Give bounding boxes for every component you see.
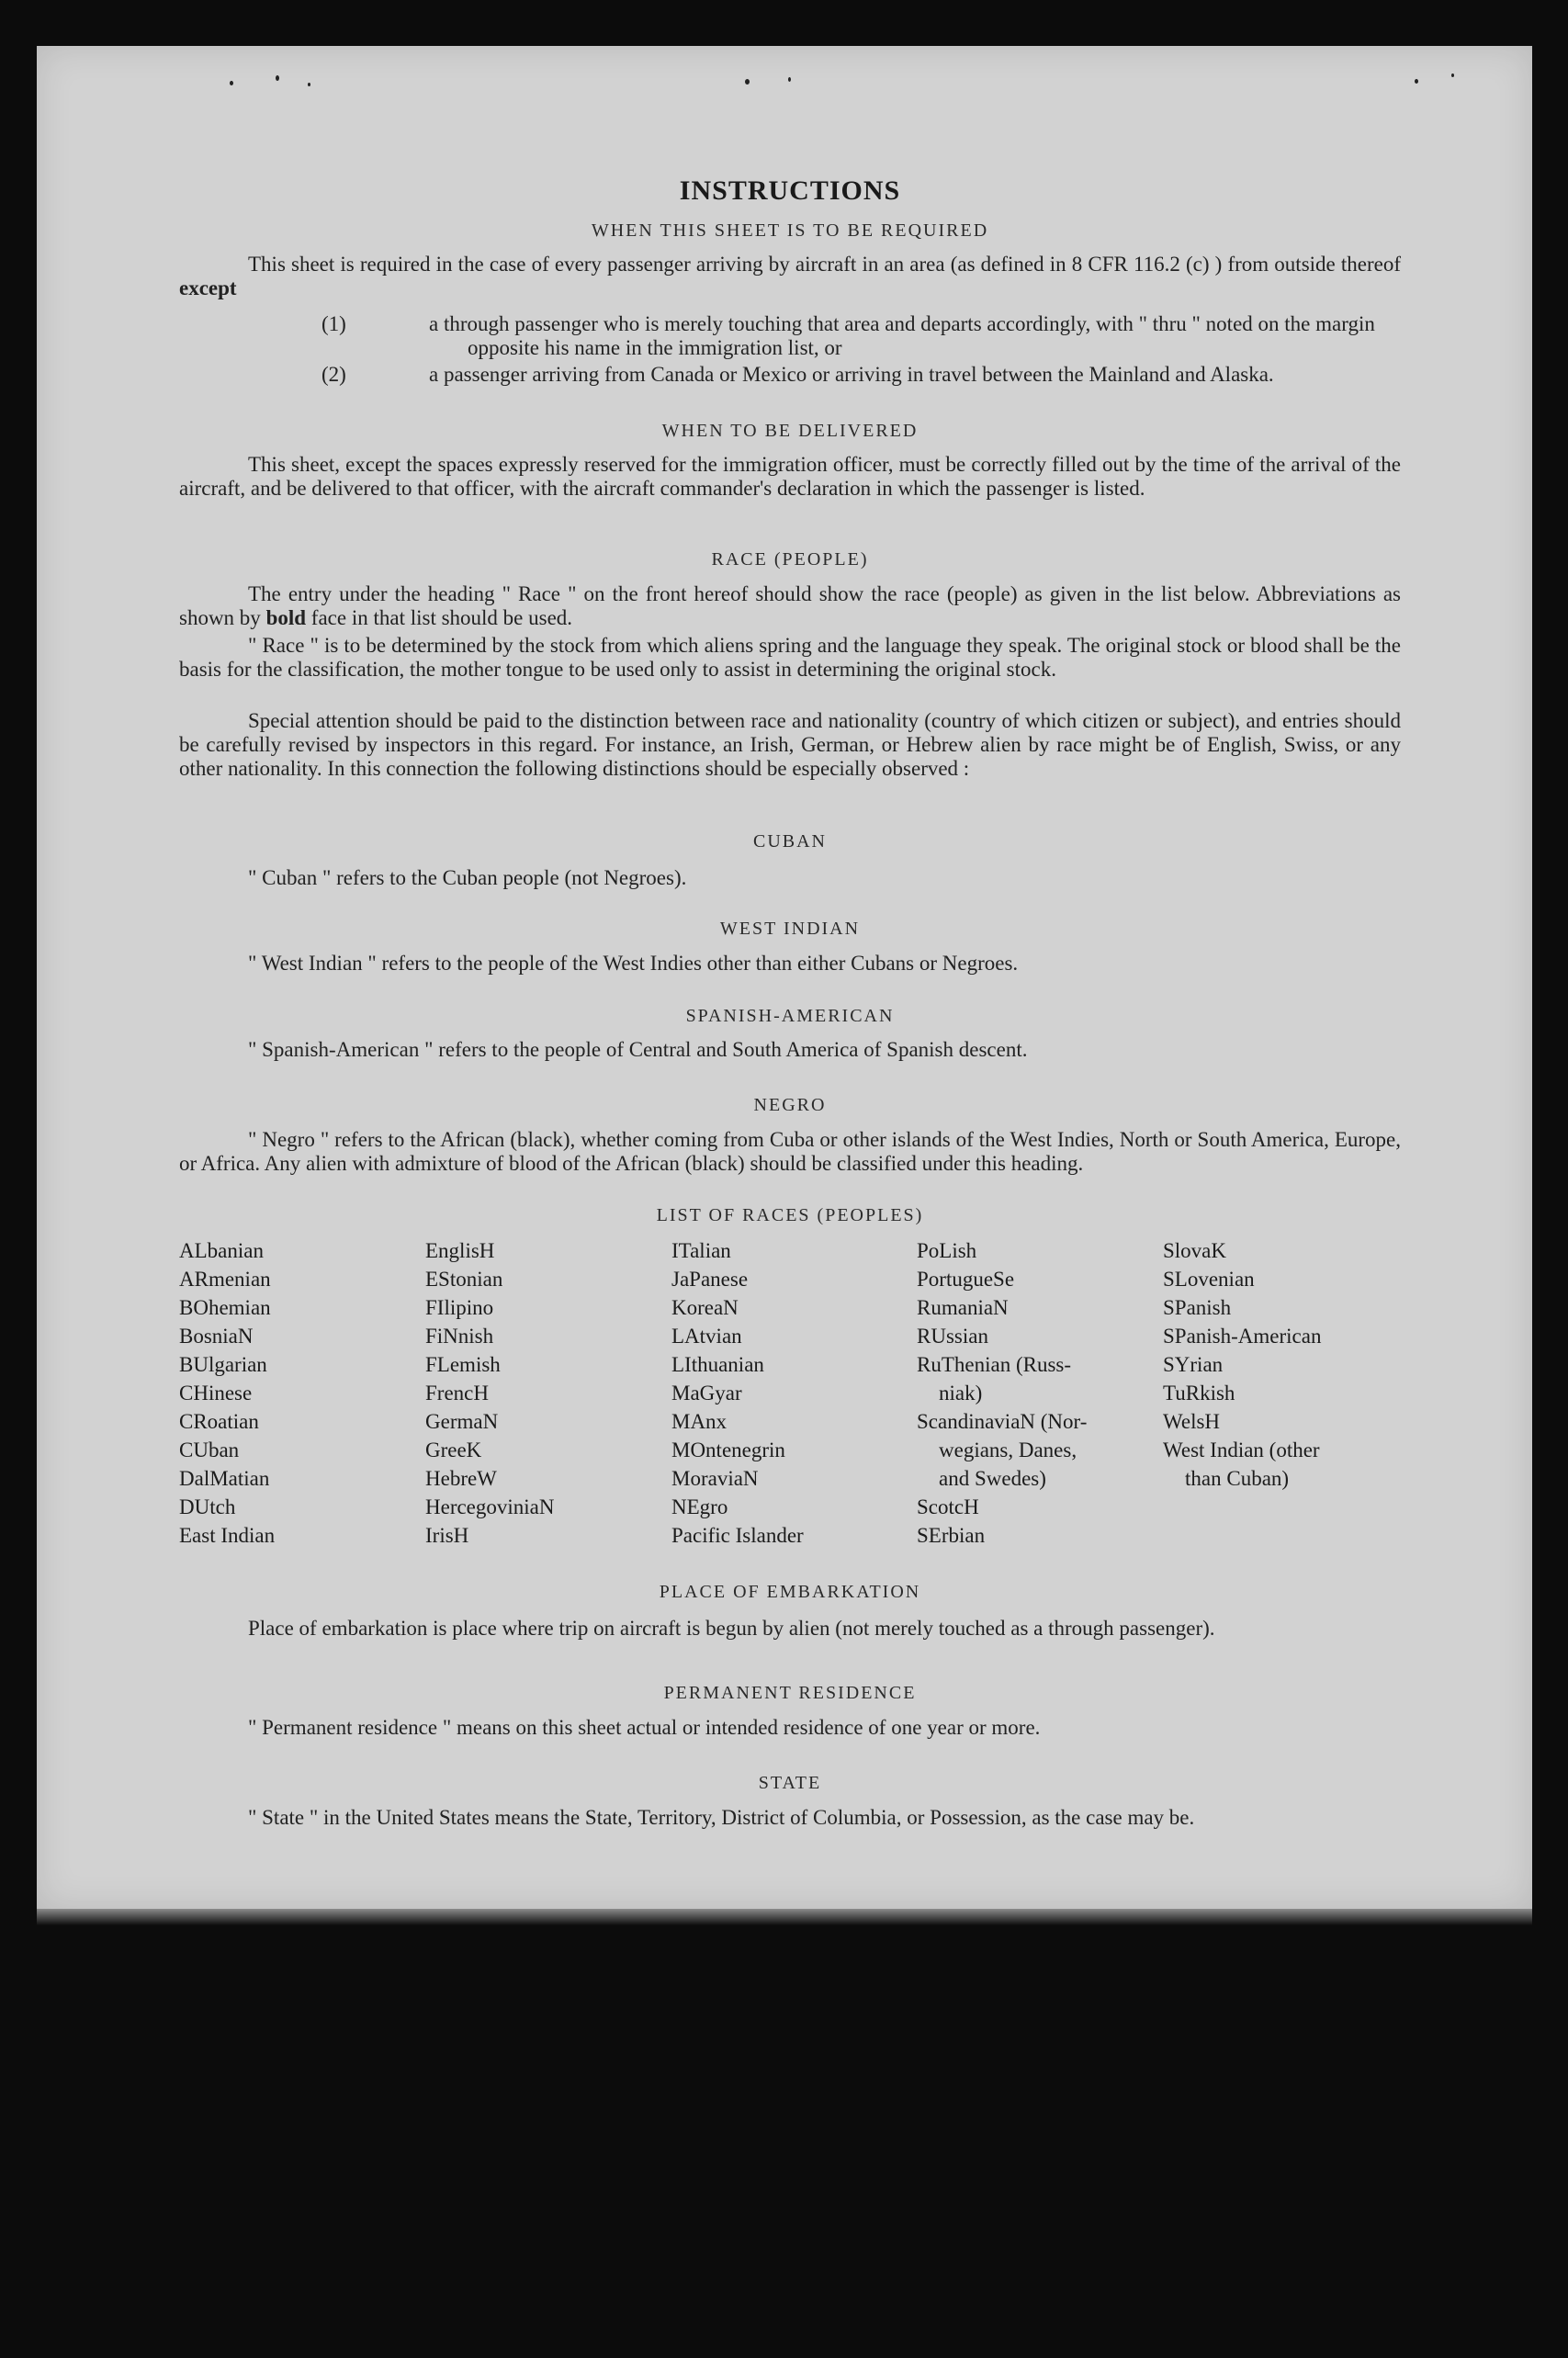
race-entry: CRoatian <box>179 1410 259 1433</box>
race-entry: PortugueSe <box>917 1268 1015 1291</box>
scan-speck <box>788 77 791 82</box>
race-entry: SPanish-American <box>1163 1325 1322 1348</box>
race-entry: ScandinaviaN (Nor- <box>917 1410 1088 1433</box>
race-column-3 <box>671 1236 804 1550</box>
race-entry: ScotcH <box>917 1495 979 1518</box>
heading-list-of-races: LIST OF RACES (PEOPLES) <box>656 1205 924 1225</box>
heading-when-delivered: WHEN TO BE DELIVERED <box>661 421 919 441</box>
heading-when-required: WHEN THIS SHEET IS TO BE REQUIRED <box>591 220 989 241</box>
race-paragraph-1: The entry under the heading " Race " on the front hereof should show the race (people) as given in the list below. Abbreviations as shown by bold face in that list should be used. <box>179 582 1401 629</box>
race-entry: SLovenian <box>1163 1268 1255 1291</box>
race-entry: CUban <box>179 1438 240 1461</box>
race-entry: East Indian <box>179 1524 276 1547</box>
embarkation-text: Place of embarkation is place where trip on aircraft is begun by alien (not merely touched as a through passenger). <box>248 1617 1215 1640</box>
scan-speck <box>1451 73 1454 77</box>
race-entry: ARmenian <box>179 1268 271 1291</box>
heading-place-of-embarkation: PLACE OF EMBARKATION <box>659 1582 921 1602</box>
race-entry: SYrian <box>1163 1353 1224 1376</box>
race-entry: MoraviaN <box>671 1467 759 1490</box>
race-entry: TuRkish <box>1163 1382 1235 1405</box>
race-entry: PoLish <box>917 1239 977 1262</box>
race-entry: MOntenegrin <box>671 1438 785 1461</box>
race-paragraph-3: Special attention should be paid to the distinction between race and nationality (country of which citizen or subject), and entries should be carefully revised by inspectors in this regard. For instance, an Irish, German, or Hebrew alien by race might be of English, Swiss, or any other nationality. In this connection the following distinctions should be especially observed : <box>179 709 1401 780</box>
heading-permanent-residence: PERMANENT RESIDENCE <box>663 1683 917 1703</box>
race-entry: DUtch <box>179 1495 236 1518</box>
race-entry: West Indian (other <box>1163 1438 1320 1461</box>
heading-state: STATE <box>758 1773 822 1793</box>
race-column-2 <box>425 1236 555 1550</box>
state-text: " State " in the United States means the State, Territory, District of Columbia, or Possession, as the case may be. <box>248 1806 1195 1829</box>
document-sheet: INSTRUCTIONS WHEN THIS SHEET IS TO BE REQUIRED This sheet is required in the case of every passenger arriving by aircraft in an area (as defined in 8 CFR 116.2 (c) ) from outside thereof except (1) a through passenger who is merely touching that area and departs accordingly, with " thru " noted on the margin opposite his name in the immigration list, or (2) a passenger arriving from Canada or Mexico or arriving in travel between the Mainland and Alaska. WHEN TO BE DELIVERED This sheet, except the spaces expressly reserved for the immigration officer, must be correctly filled out by the time of the arrival of the aircraft, and be delivered to that officer, with the aircraft commander's declaration in which the passenger is listed. RACE (PEOPLE) The entry under the heading " Race " on the front hereof should show the race (people) as given in the list below. Abbreviations as shown by bold face in that list should be used. " Race " is to be determined by the stock from which aliens spring and the language they speak. The original stock or blood shall be the basis for the classification, the mother tongue to be used only to assist in determining the original stock. Special attention should be paid to the distinction between race and nationality (country of which citizen or subject), and entries should be carefully revised by inspectors in this regard. For instance, an Irish, German, or Hebrew alien by race might be of English, Swiss, or any other nationality. In this connection the following distinctions should be especially observed : CUBAN " Cuban " refers to the Cuban people (not Negroes). WEST INDIAN " West Indian " refers to the people of the West Indies other than either Cubans or Negroes. SPANISH-AMERICAN " Spanish-American " refers to the people of Central and South America of Spanish descent. NEGRO " Negro " refers to the African (black), whether coming from Cuba or other islands of the West Indies, North or South America, Europe, or Africa. Any alien with admixture of blood of the African (black) should be classified under this heading. LIST OF RACES (PEOPLES) ALbanian ARmenian BOhemian BosniaN BUlgarian CHinese CRoatian CUban DalMatian DUtch East Indian EnglisH EStonian FIlipino FiNnish FLemish FrencH GermaN GreeK HebreW HercegoviniaN IrisH ITalian JaPanese KoreaN LAtvian LIthuanian MaGyar MAnx MOntenegrin MoraviaN NEgro Pacific Islander PoLish PortugueSe RumaniaN RUssian RuThenian (Russ- niak) ScandinaviaN (Nor- wegians, Danes, and Swedes) ScotcH SErbian SlovaK SLovenian SPanish SPanish-American SYrian TuRkish WelsH West Indian (other than Cuban) PLACE OF EMBARKATION Place of embarkation is place where trip on aircraft is begun by alien (not merely touched as a through passenger). PERMANENT RESIDENCE " Permanent residence " means on this sheet actual or intended residence of one year or more. STATE " State " in the United States means the State, Territory, District of Columbia, or Possession, as the case may be. <box>37 46 1532 1909</box>
race-entry: niak) <box>939 1382 983 1405</box>
heading-west-indian: WEST INDIAN <box>719 919 861 939</box>
heading-spanish-american: SPANISH-AMERICAN <box>685 1006 895 1026</box>
race-entry: SPanish <box>1163 1296 1232 1319</box>
race-entry: ALbanian <box>179 1239 264 1262</box>
race-entry: MaGyar <box>671 1382 742 1405</box>
race-entry: than Cuban) <box>1185 1467 1290 1490</box>
race-entry: BUlgarian <box>179 1353 267 1376</box>
race-entry: NEgro <box>671 1495 728 1518</box>
page-shadow <box>37 1909 1532 1925</box>
heading-cuban: CUBAN <box>752 831 827 852</box>
race-entry: HercegoviniaN <box>425 1495 555 1518</box>
race-entry: EStonian <box>425 1268 503 1291</box>
cuban-text: " Cuban " refers to the Cuban people (not Negroes). <box>248 866 687 889</box>
race-entry: WelsH <box>1163 1410 1221 1433</box>
race-entry: MAnx <box>671 1410 728 1433</box>
race-entry: ITalian <box>671 1239 731 1262</box>
negro-text: " Negro " refers to the African (black), whether coming from Cuba or other islands of the West Indies, North or South America, Europe, or Africa. Any alien with admixture of blood of the African (black) should be classified under this heading. <box>179 1128 1401 1175</box>
race-entry: RumaniaN <box>917 1296 1009 1319</box>
race-entry: LAtvian <box>671 1325 742 1348</box>
race-entry: wegians, Danes, <box>939 1438 1077 1461</box>
spanish-american-text: " Spanish-American " refers to the people of Central and South America of Spanish descent. <box>248 1038 1028 1061</box>
race-entry: FrencH <box>425 1382 489 1405</box>
race-entry: FIlipino <box>425 1296 494 1319</box>
race-column-1 <box>179 1236 275 1550</box>
race-entry: and Swedes) <box>939 1467 1046 1490</box>
race-entry: BOhemian <box>179 1296 271 1319</box>
race-entry: RuThenian (Russ- <box>917 1353 1072 1376</box>
race-column-5 <box>1163 1236 1321 1493</box>
when-delivered-text: This sheet, except the spaces expressly reserved for the immigration officer, must be correctly filled out by the time of the arrival of the aircraft, and be delivered to that officer, with the aircraft commander's declaration in which the passenger is listed. <box>179 453 1401 500</box>
race-paragraph-2: " Race " is to be determined by the stock from which aliens spring and the language they speak. The original stock or blood shall be the basis for the classification, the mother tongue to be used only to assist in determining the original stock. <box>179 634 1401 681</box>
scan-speck <box>276 75 279 81</box>
when-required-text: This sheet is required in the case of every passenger arriving by aircraft in an area (as defined in 8 CFR 116.2 (c) ) from outside thereof except <box>179 253 1401 299</box>
race-entry: BosniaN <box>179 1325 254 1348</box>
race-entry: EnglisH <box>425 1239 495 1262</box>
race-entry: GermaN <box>425 1410 499 1433</box>
west-indian-text: " West Indian " refers to the people of the West Indies other than either Cubans or Negroes. <box>248 952 1019 975</box>
race-entry: DalMatian <box>179 1467 270 1490</box>
race-entry: KoreaN <box>671 1296 739 1319</box>
race-entry: CHinese <box>179 1382 253 1405</box>
page-title: INSTRUCTIONS <box>679 175 901 206</box>
residence-text: " Permanent residence " means on this sheet actual or intended residence of one year or more. <box>248 1716 1041 1739</box>
race-entry: HebreW <box>425 1467 497 1490</box>
race-entry: FiNnish <box>425 1325 494 1348</box>
race-entry: GreeK <box>425 1438 482 1461</box>
race-entry: JaPanese <box>671 1268 749 1291</box>
race-entry: RUssian <box>917 1325 988 1348</box>
race-entry: LIthuanian <box>671 1353 764 1376</box>
race-entry: SlovaK <box>1163 1239 1226 1262</box>
race-column-4 <box>917 1236 1087 1550</box>
race-entry: SErbian <box>917 1524 986 1547</box>
scan-speck <box>745 79 750 85</box>
scan-speck <box>308 83 310 86</box>
heading-negro: NEGRO <box>753 1095 827 1115</box>
scan-speck <box>230 81 233 85</box>
scan-speck <box>1415 79 1418 84</box>
heading-race: RACE (PEOPLE) <box>711 549 869 570</box>
race-entry: FLemish <box>425 1353 501 1376</box>
race-entry: IrisH <box>425 1524 469 1547</box>
race-entry: Pacific Islander <box>671 1524 804 1547</box>
